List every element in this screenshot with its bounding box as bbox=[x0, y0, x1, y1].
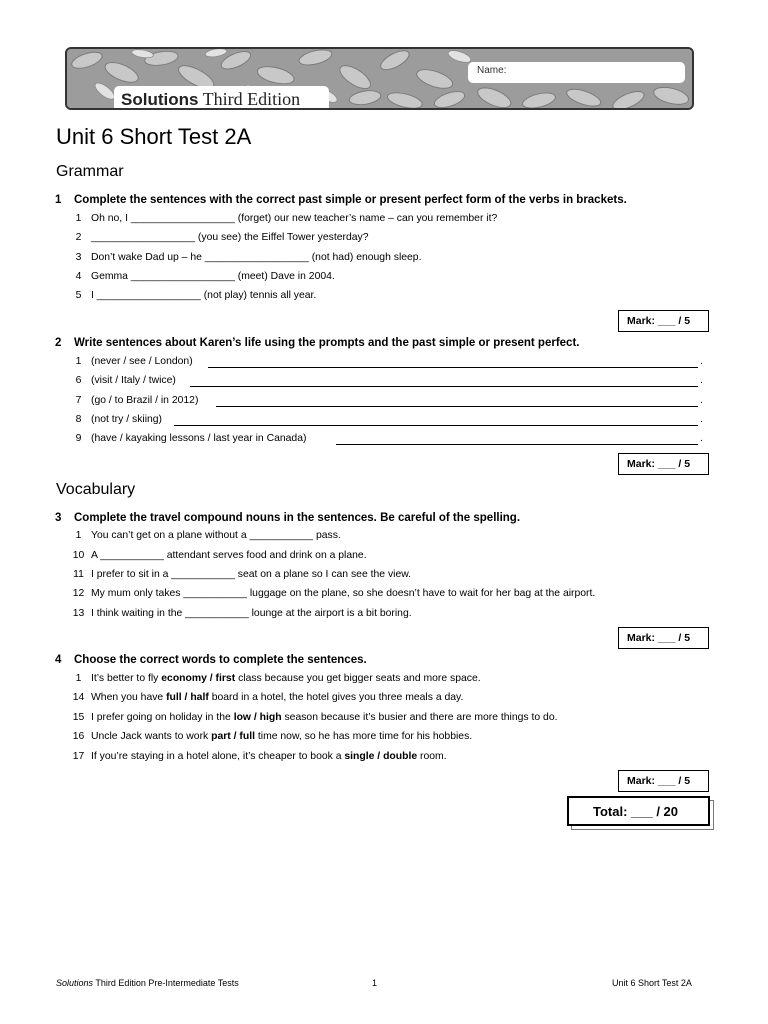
question-3-instruction: 3 Complete the travel compound nouns in the sentences. Be careful of the spelling. bbox=[55, 512, 521, 524]
answer-blank[interactable]: ___________ bbox=[100, 550, 164, 561]
q1-item-3: 3 Don’t wake Dad up – he __________________ (not had) enough sleep. bbox=[75, 252, 422, 263]
q4-item-14: 14 When you have full / half board in a hotel, the hotel gives you three meals a day. bbox=[72, 692, 464, 703]
footer-series: Solutions Third Edition Pre-Intermediate Tests bbox=[56, 978, 239, 988]
q2-item-9: 9 (have / kayaking lessons / last year in Canada) bbox=[75, 433, 307, 444]
q1-item-1: 1 Oh no, I __________________ (forget) our new teacher’s name – can you remember it? bbox=[75, 213, 498, 224]
q4-item-17: 17 If you’re staying in a hotel alone, it’s cheaper to book a single / double room. bbox=[72, 751, 447, 762]
answer-blank[interactable]: __________________ bbox=[204, 252, 309, 263]
line-end-period: . bbox=[700, 356, 703, 367]
answer-line[interactable] bbox=[190, 386, 698, 387]
answer-blank[interactable]: __________________ bbox=[96, 290, 201, 301]
series-logo bbox=[114, 86, 329, 110]
section-heading-vocabulary: Vocabulary bbox=[56, 481, 136, 498]
q2-item-7: 7 (go / to Brazil / in 2012) bbox=[75, 395, 199, 406]
q2-item-8: 8 (not try / skiing) bbox=[75, 414, 163, 425]
footer-test-title: Unit 6 Short Test 2A bbox=[612, 978, 692, 988]
answer-blank[interactable]: __________________ bbox=[130, 271, 235, 282]
mark-box: Mark: ___ / 5 bbox=[618, 453, 709, 475]
question-1-instruction: 1 Complete the sentences with the correct past simple or present perfect form of the verbs in brackets. bbox=[55, 194, 627, 206]
header-banner bbox=[65, 47, 694, 110]
q3-item-1: 1 You can’t get on a plane without a ___________ pass. bbox=[75, 530, 341, 541]
q3-item-10: 10 A ___________ attendant serves food and drink on a plane. bbox=[72, 550, 367, 561]
q1-item-5: 5 I __________________ (not play) tennis all year. bbox=[75, 290, 317, 301]
answer-blank[interactable]: ___________ bbox=[249, 530, 314, 541]
q1-item-4: 4 Gemma __________________ (meet) Dave in 2004. bbox=[75, 271, 335, 282]
line-end-period: . bbox=[700, 414, 703, 425]
line-end-period: . bbox=[700, 395, 703, 406]
mark-box: Mark: ___ / 5 bbox=[618, 627, 709, 649]
logo-bold-text: Solutions bbox=[121, 90, 199, 109]
logo-rest-text: Third Edition bbox=[198, 89, 301, 109]
answer-line[interactable] bbox=[216, 406, 698, 407]
q2-item-6: 6 (visit / Italy / twice) bbox=[75, 375, 176, 386]
q3-item-11: 11 I prefer to sit in a ___________ seat on a plane so I can see the view. bbox=[73, 569, 412, 580]
word-choice[interactable]: economy / first bbox=[161, 673, 236, 684]
question-4-instruction: 4 Choose the correct words to complete the sentences. bbox=[55, 654, 367, 666]
name-field[interactable] bbox=[468, 62, 685, 83]
q3-item-12: 12 My mum only takes ___________ luggage on the plane, so she doesn’t have to wait for her bag at the airport. bbox=[72, 588, 596, 599]
answer-blank[interactable]: ___________ bbox=[171, 569, 235, 580]
q4-item-15: 15 I prefer going on holiday in the low / high season because it’s busier and there are more things to do. bbox=[72, 712, 558, 723]
question-2-instruction: 2 Write sentences about Karen’s life using the prompts and the past simple or present perfect. bbox=[55, 337, 580, 349]
q1-item-2: 2 __________________ (you see) the Eiffel Tower yesterday? bbox=[75, 232, 369, 243]
word-choice[interactable]: single / double bbox=[344, 751, 418, 762]
answer-blank[interactable]: __________________ bbox=[130, 213, 235, 224]
name-label: Name: bbox=[477, 65, 507, 76]
mark-box: Mark: ___ / 5 bbox=[618, 310, 709, 332]
answer-line[interactable] bbox=[174, 425, 698, 426]
q2-item-1: 1 (never / see / London) bbox=[75, 356, 193, 367]
page-number: 1 bbox=[372, 978, 378, 988]
mark-box: Mark: ___ / 5 bbox=[618, 770, 709, 792]
line-end-period: . bbox=[700, 375, 703, 386]
answer-line[interactable] bbox=[208, 367, 698, 368]
answer-line[interactable] bbox=[336, 444, 698, 445]
page-title: Unit 6 Short Test 2A bbox=[56, 124, 252, 149]
footer-series-title: Solutions bbox=[56, 978, 94, 988]
answer-blank[interactable]: __________________ bbox=[91, 232, 196, 243]
word-choice[interactable]: low / high bbox=[233, 712, 282, 723]
section-heading-grammar: Grammar bbox=[56, 163, 124, 180]
total-box: Total: ___ / 20 bbox=[567, 796, 710, 826]
word-choice[interactable]: part / full bbox=[211, 731, 255, 742]
answer-blank[interactable]: ___________ bbox=[183, 588, 247, 599]
answer-blank[interactable]: ___________ bbox=[185, 608, 249, 619]
q4-item-16: 16 Uncle Jack wants to work part / full time now, so he has more time for his hobbies. bbox=[72, 731, 473, 742]
word-choice[interactable]: full / half bbox=[166, 692, 209, 703]
q3-item-13: 13 I think waiting in the ___________ lounge at the airport is a bit boring. bbox=[72, 608, 412, 619]
q4-item-1: 1 It’s better to fly economy / first class because you get bigger seats and more space. bbox=[75, 673, 481, 684]
line-end-period: . bbox=[700, 433, 703, 444]
